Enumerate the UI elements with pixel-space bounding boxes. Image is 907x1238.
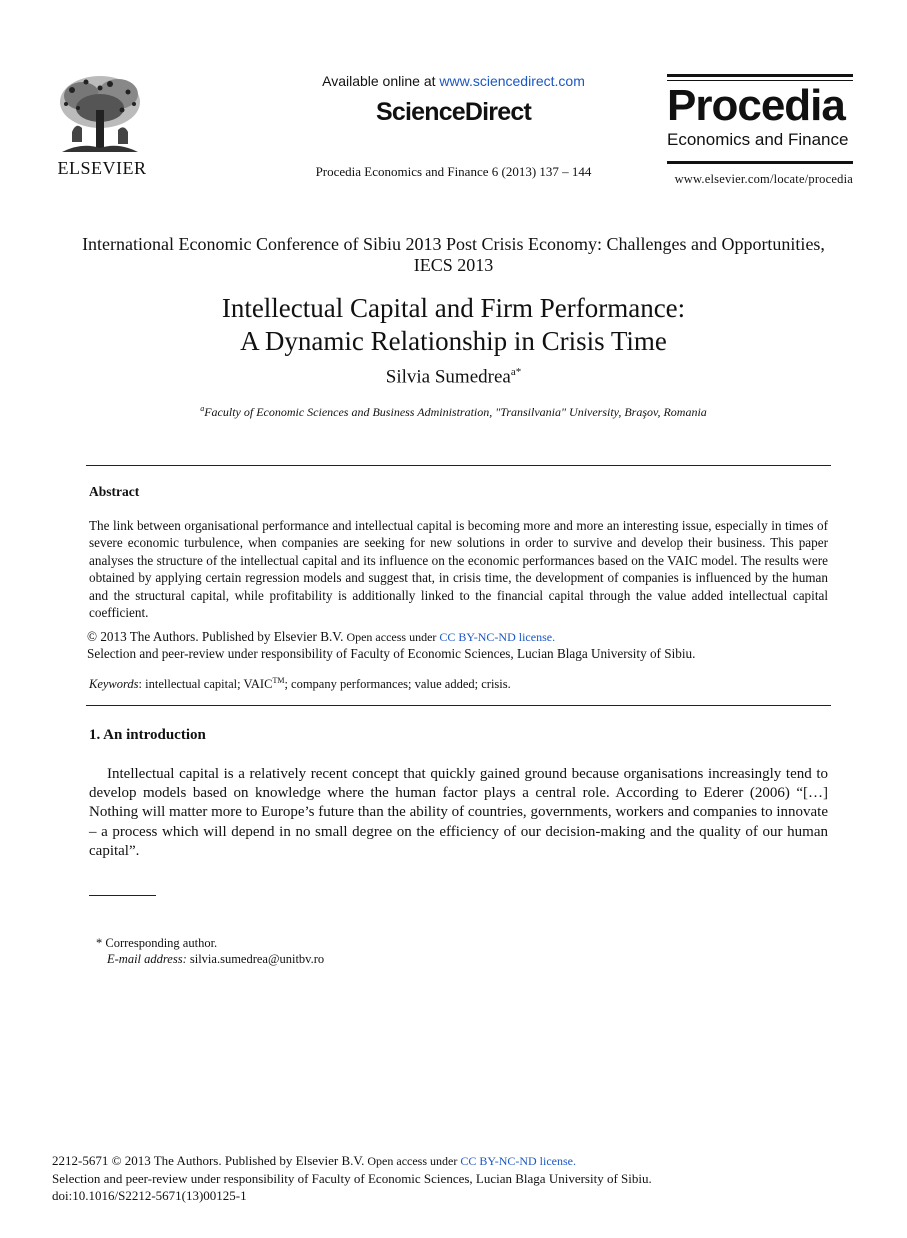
abstract-body: The link between organisational performance and intellectual capital is becoming more and more an interesting issue, especially in times of severe economic turbulence, when companies are seeking for new solutions in order to survive and develop their business. This paper analyses the structure of the intellectual capital and its influence on the economic performances based on the VAIC model. The results were obtained by applying certain regression models and suggest that, in crisis time, the development of companies is influenced by the human and the structural capital, while profitability is additionally linked to the financial capital through the value added intellectual capital coefficient.	[89, 518, 828, 621]
brand-rule-bottom	[667, 161, 853, 164]
conference-name: International Economic Conference of Sibiu 2013 Post Crisis Economy: Challenges and Opportunities, IECS 2013	[82, 234, 825, 275]
procedia-subtitle: Economics and Finance	[667, 130, 849, 149]
keywords-label: Keywords	[89, 677, 139, 692]
intro-heading: 1. An introduction	[89, 727, 206, 743]
footnote-email	[107, 952, 324, 967]
open-access-text: Open access under	[343, 630, 440, 644]
procedia-title: Procedia	[667, 81, 845, 130]
paper-title	[0, 292, 907, 358]
journal-reference: Procedia Economics and Finance 6 (2013) 137 – 144	[315, 164, 592, 179]
license-link[interactable]: CC BY-NC-ND license.	[439, 630, 556, 644]
footer-issn-text: 2212-5671 © 2013 The Authors. Published by Elsevier B.V.	[52, 1153, 365, 1168]
procedia-brand	[667, 74, 853, 187]
sciencedirect-link[interactable]: www.sciencedirect.com	[439, 73, 585, 89]
procedia-url[interactable]: www.elsevier.com/locate/procedia	[674, 172, 853, 186]
footer-open-access: Open access under	[364, 1154, 461, 1168]
abstract-heading: Abstract	[89, 484, 140, 499]
available-prefix: Available online at	[322, 73, 440, 89]
author	[0, 366, 907, 388]
footer-selection: Selection and peer-review under responsibility of Faculty of Economic Sciences, Lucian Blaga University of Sibiu.	[52, 1171, 652, 1186]
affiliation-text: Faculty of Economic Sciences and Business Administration, "Transilvania" University, Braşov, Romania	[204, 405, 707, 419]
copyright-text: © 2013 The Authors. Published by Elsevier B.V.	[87, 629, 344, 644]
keywords-tm: TM	[272, 676, 285, 685]
footnote-rule	[89, 895, 156, 896]
title-line-2: A Dynamic Relationship in Crisis Time	[240, 326, 667, 356]
affiliation-sup: a	[200, 404, 205, 413]
keywords	[89, 676, 511, 692]
footer-license-link[interactable]: CC BY-NC-ND license.	[460, 1154, 577, 1168]
title-line-1: Intellectual Capital and Firm Performance:	[221, 293, 686, 323]
copyright-line	[87, 629, 555, 645]
brand-rule-top	[667, 74, 853, 77]
author-name: Silvia Sumedrea	[385, 366, 511, 388]
footnote-corresponding: * Corresponding author.	[96, 936, 218, 950]
keywords-pre: : intellectual capital; VAIC	[138, 677, 273, 692]
keywords-post: ; company performances; value added; crisis.	[284, 677, 511, 692]
footer-issn	[52, 1153, 576, 1169]
intro-body: Intellectual capital is a relatively recent concept that quickly gained ground because organisations increasingly tend to develop models based on knowledge where the human factor plays a central role. According to Ederer (2006) “[…] Nothing will matter more to Europe’s future than the ability of countries, governments, workers and companies to innovate – a process which will depend in no small degree on the efficiency of our decision-making and the quality of our human capital”.	[89, 766, 828, 859]
email-address[interactable]: silvia.sumedrea@unitbv.ro	[186, 952, 325, 966]
divider-bottom	[86, 705, 831, 706]
sciencedirect-wordmark: ScienceDirect	[376, 98, 531, 126]
author-sup: a*	[510, 366, 522, 378]
divider-top	[86, 465, 831, 466]
selection-statement: Selection and peer-review under responsibility of Faculty of Economic Sciences, Lucian Blaga University of Sibiu.	[87, 646, 696, 661]
affiliation	[0, 404, 907, 420]
elsevier-wordmark: ELSEVIER	[57, 158, 147, 178]
footer-doi[interactable]: doi:10.1016/S2212-5671(13)00125-1	[52, 1188, 247, 1203]
email-label: E-mail address:	[107, 952, 187, 966]
